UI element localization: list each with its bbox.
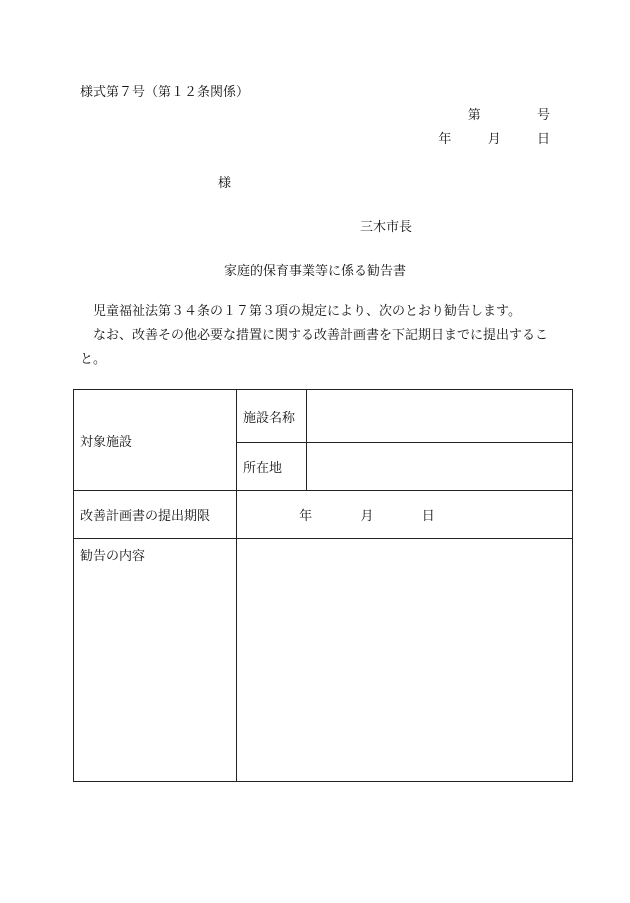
deadline-year: 年 <box>299 509 313 524</box>
body-paragraph-2: なお、改善その他必要な措置に関する改善計画書を下記期日までに提出すること。 <box>80 328 549 367</box>
date-year: 年 <box>438 132 452 147</box>
deadline-month: 月 <box>360 509 374 524</box>
recommendation-content-value <box>237 539 573 782</box>
document-number <box>468 104 550 123</box>
deadline-value <box>237 491 573 539</box>
facility-address-value <box>307 443 573 491</box>
facility-address-label: 所在地 <box>237 443 307 491</box>
doc-number-suffix: 号 <box>536 108 550 123</box>
body-paragraph-1: 児童福祉法第３４条の１７第３項の規定により、次のとおり勧告します。 <box>93 304 521 319</box>
deadline-label: 改善計画書の提出期限 <box>74 491 237 539</box>
date-day: 日 <box>536 132 550 147</box>
issuer: 三木市長 <box>360 220 413 235</box>
form-number: 様式第７号（第１２条関係） <box>80 85 250 100</box>
issue-date <box>438 128 550 147</box>
recommendation-content-label: 勧告の内容 <box>74 539 237 782</box>
facility-name-label: 施設名称 <box>237 390 307 443</box>
addressee-suffix: 様 <box>218 176 232 191</box>
recommendation-table <box>73 389 573 782</box>
date-month: 月 <box>487 132 501 147</box>
deadline-day: 日 <box>421 509 435 524</box>
document-title: 家庭的保育事業等に係る勧告書 <box>223 264 406 279</box>
target-facility-label: 対象施設 <box>74 390 237 491</box>
doc-number-prefix: 第 <box>467 108 481 123</box>
facility-name-value <box>307 390 573 443</box>
